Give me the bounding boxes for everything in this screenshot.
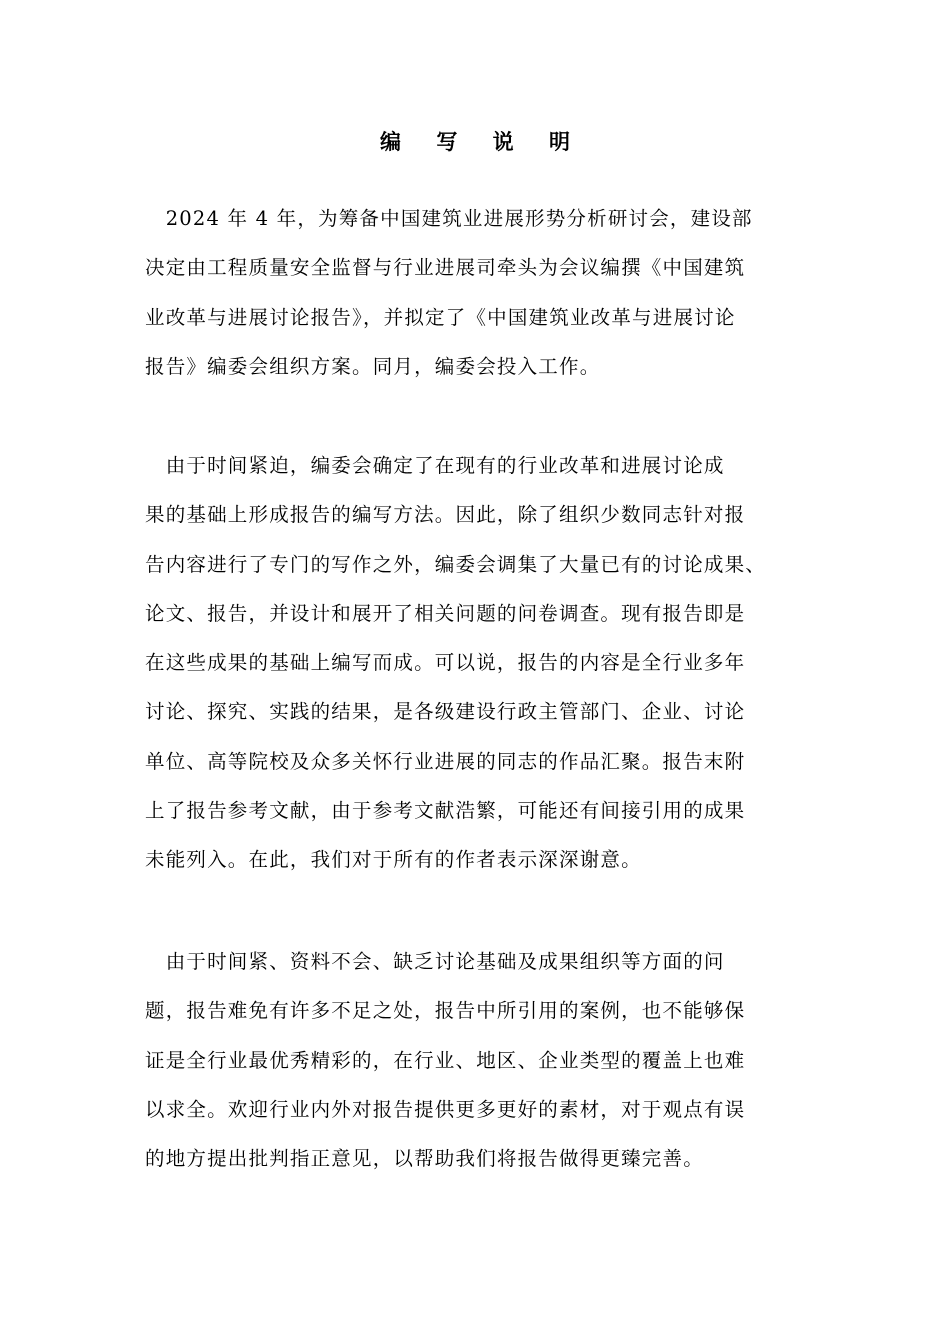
paragraph-line: 报告》编委会组织方案。同月，编委会投入工作。 (145, 354, 601, 378)
paragraph-line: 在这些成果的基础上编写而成。可以说，报告的内容是全行业多年 (145, 651, 746, 675)
paragraph-line: 单位、高等院校及众多关怀行业进展的同志的作品汇聚。报告末附 (145, 749, 746, 773)
paragraph-2 (145, 441, 809, 885)
paragraph-line: 未能列入。在此，我们对于所有的作者表示深深谢意。 (145, 848, 642, 872)
page-title: 编 写 说 明 (380, 129, 584, 154)
paragraph-line: 以求全。欢迎行业内外对报告提供更多更好的素材，对于观点有误 (145, 1097, 746, 1121)
paragraph-line: 证是全行业最优秀精彩的，在行业、地区、企业类型的覆盖上也难 (145, 1048, 746, 1072)
paragraph-line: 由于时间紧迫，编委会确定了在现有的行业改革和进展讨论成 (145, 454, 725, 477)
paragraph-line: 告内容进行了专门的写作之外，编委会调集了大量已有的讨论成果、 (145, 552, 767, 576)
paragraph-line: 业改革与进展讨论报告》，并拟定了《中国建筑业改革与进展讨论 (145, 305, 736, 329)
paragraph-line: 决定由工程质量安全监督与行业进展司牵头为会议编撰《中国建筑 (145, 256, 746, 280)
paragraph-line: 2024 年 4 年，为筹备中国建筑业进展形势分析研讨会，建设部 (145, 207, 753, 230)
paragraph-1 (145, 194, 809, 391)
paragraph-line: 上了报告参考文献，由于参考文献浩繁，可能还有间接引用的成果 (145, 799, 746, 823)
paragraph-line: 论文、报告，并设计和展开了相关问题的问卷调查。现有报告即是 (145, 601, 746, 625)
paragraph-3 (145, 937, 809, 1183)
paragraph-line: 题，报告难免有许多不足之处，报告中所引用的案例，也不能够保 (145, 999, 746, 1023)
paragraph-line: 果的基础上形成报告的编写方法。因此，除了组织少数同志针对报 (145, 503, 746, 527)
paragraph-line: 讨论、探究、实践的结果，是各级建设行政主管部门、企业、讨论 (145, 700, 746, 724)
paragraph-line: 的地方提出批判指正意见，以帮助我们将报告做得更臻完善。 (145, 1147, 704, 1171)
paragraph-line: 由于时间紧、资料不会、缺乏讨论基础及成果组织等方面的问 (145, 950, 725, 973)
